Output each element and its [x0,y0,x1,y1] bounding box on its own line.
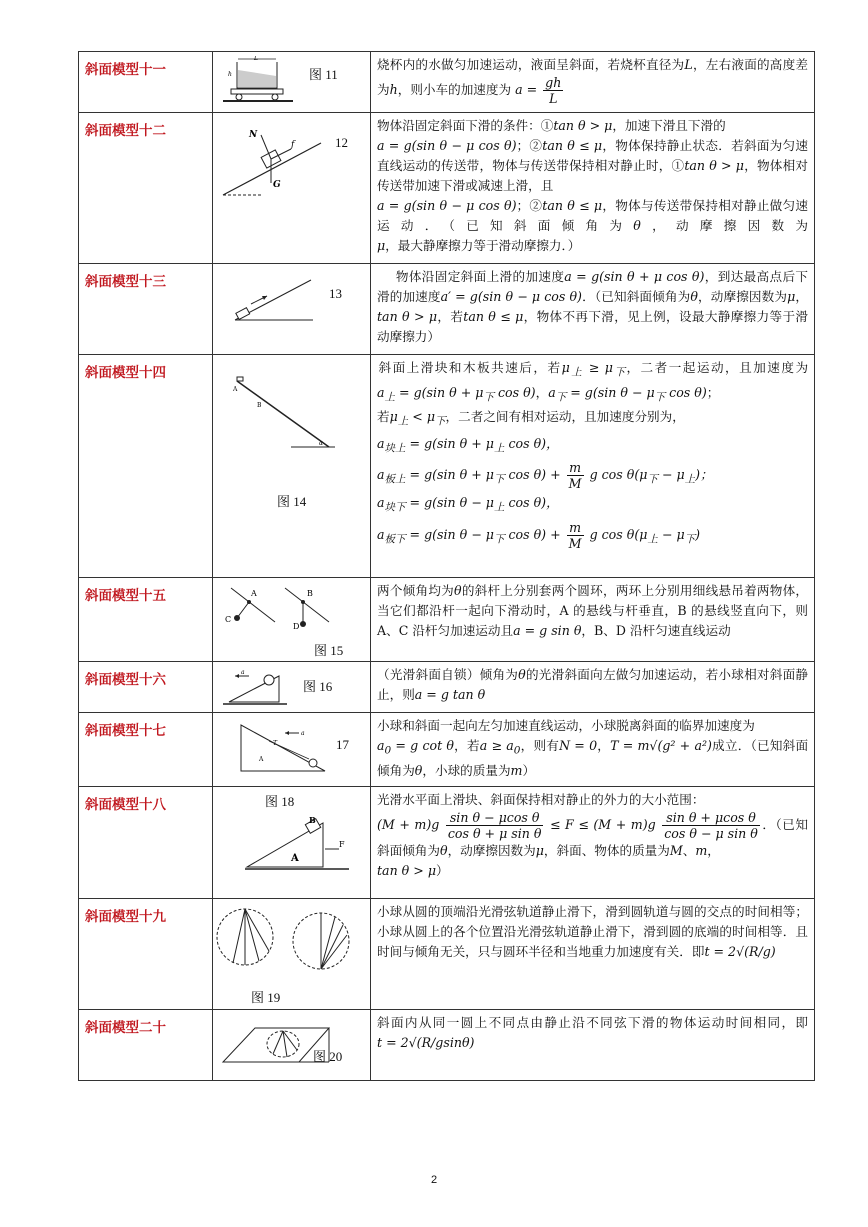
text-part: ，二者之间有相对运动，且加速度分别为， [445,409,685,425]
row-text: 斜面上滑块和木板共速后，若$\mu_上 \ge \mu_下$，二者一起运动，且加速度为$a_上 = g(\sin$ $\theta + \mu_下$ cos θ)，$a_下 = g(\sin$ $\theta - \mu_下$ cos θ)； 若$\mu_上 < \mu_下$，二者之间有相对运动，且加速度分别为， $a_{块上} = g(\sin$ $\theta + \mu_上$ cos θ)， $a_{板上} = g(\sin$ $\theta + \mu_下$ cos θ) + $\frac{m}{M}$ g $\cos \theta(\mu_下 - \mu_上)$； $a_{块下} = g(\sin$ $\theta - \mu_上$ cos θ)， $a_{板下} = g(\sin$ $\theta - \mu_下$ cos θ) + $\frac{m}{M}$ g $\cos \theta(\mu_上 - \mu_下)$ [371,355,815,578]
svg-text:D: D [293,622,300,631]
figure-label: 图 20 [313,1049,343,1064]
row-text: 光滑水平面上滑块、斜面保持相对静止的外力的大小范围： (M + m)g $\frac{\text{sin θ − μcos θ}}{\text{cos θ + μ sin θ}}$ ≤ F ≤ (M + m)g $\frac{\text{sin θ + μcos θ}}{\text{cos θ − μ sin θ}}$ ．（已知斜面倾角为θ，动摩擦因数为μ，斜面、物体的质量为M、m， tan θ > μ） [371,787,815,899]
svg-text:A: A [291,853,299,864]
text-part: ，左右液面的高度差为 [377,57,809,97]
text-part: 成立．（已知斜面倾角为 [377,738,809,778]
table-row [79,899,815,1010]
table-row [79,713,815,787]
figure-cell [213,52,371,113]
svg-text:f: f [291,140,295,150]
text-part: ，若 [437,309,464,324]
text-part: ，到达最高点后下滑的加速度 [377,269,808,304]
row-title: 斜面模型十二 [79,113,213,264]
text-part: 斜面上滑块和木板共速后，若 [377,360,562,375]
figure-label: 13 [329,286,342,301]
text-part: ，加速下滑且下滑的 [612,118,726,133]
text-part: ，则有 [520,738,560,753]
figure-cell [213,662,371,713]
text-part: ，物体相对传送带加速下滑或减速上滑，且 [377,158,809,193]
svg-text:a: a [301,730,305,737]
figure-cell [213,264,371,355]
table-row [79,578,815,662]
figure-label: 图 18 [265,794,295,809]
block-board-figure [231,375,336,455]
row-text: 物体沿固定斜面下滑的条件：①tan θ > μ，加速下滑且下滑的 a = g(sin θ − μ cos θ)；②tan θ ≤ μ，物体保持静止状态．若斜面为匀速直线运动的传送带，物体与传送带保持相对静止时，①tan θ > μ，物体相对传送带加速下滑或减速上滑，且 a = g(sin θ − μ cos θ)；②tan θ ≤ μ，物体与传送带保持相对静止做匀速运动．（已知斜面倾角为θ，动摩擦因数为μ，最大静摩擦力等于滑动摩擦力．） [371,113,815,264]
svg-text:h: h [228,71,232,78]
row-text: 小球从圆的顶端沿光滑弦轨道静止滑下，滑到圆轨道与圆的交点的时间相等；小球从圆上的各个位置沿光滑弦轨道静止滑下，滑到圆的底端的时间相等．且时间与倾角无关，只与圆环半径和当地重力加速度有关．即t = 2√(R/g) [371,899,815,1010]
text-part: 物体沿固定斜面上滑的加速度 [395,269,565,284]
svg-text:α: α [319,440,324,447]
row-title: 斜面模型十九 [79,899,213,1010]
text-part: 烧杯内的水做匀加速运动，液面呈斜面，若烧杯直径为 [377,57,685,72]
text-part: ，二者一起运动，且加速度为 [626,360,809,375]
row-title: 斜面模型十七 [79,713,213,787]
figure-label: 12 [335,135,348,150]
row-title: 斜面模型十三 [79,264,213,355]
text-part: ，物体不再下滑，见上例，设最大静摩擦力等于滑动摩擦力） [377,309,808,344]
row-title: 斜面模型二十 [79,1010,213,1081]
figure-label: 图 11 [309,67,338,82]
svg-text:L: L [254,56,258,62]
table-row [79,787,815,899]
model-table [78,51,815,1081]
text-part: ．（已知斜面倾角为 [581,289,691,304]
text-part: ，最大静摩擦力等于滑动摩擦力．） [385,238,581,253]
text-part: ，动摩擦因数为 [697,289,788,304]
figure-cell [213,355,371,578]
figure-cell [213,713,371,787]
text-part: 物体沿固定斜面下滑的条件：① [377,118,554,133]
text-part: ．（已知斜面倾角为 [377,817,808,858]
text-part: 小球和斜面一起向左匀加速直线运动，小球脱离斜面的临界加速度为 [377,718,755,733]
figure-label: 图 19 [251,990,281,1005]
svg-text:T: T [273,740,278,747]
figure-cell [213,899,371,1010]
text-part: 的光滑斜面向左做匀加速运动，若小球相对斜面静止，则 [377,667,809,702]
circle-chords-figure [215,903,365,973]
wedge-force-figure [243,809,353,875]
table-row [79,113,815,264]
row-text: （光滑斜面自锁）倾角为θ的光滑斜面向左做匀加速运动，若小球相对斜面静止，则a = g tan θ [371,662,815,713]
incline-upslide-figure [223,276,323,326]
row-title: 斜面模型十六 [79,662,213,713]
text-part: 的斜杆上分别套两个圆环，两环上分别用细线悬吊着两物体，当它们都沿杆一起向下滑动时，A 的悬线与杆垂直，B 的悬线竖直向下，则 A、C 沿杆匀加速运动且 [377,583,809,638]
figure-cell [213,1010,371,1081]
svg-text:N: N [249,130,258,140]
page-number: 2 [430,1174,438,1186]
incline-forces-figure [221,123,331,203]
row-text: 烧杯内的水做匀加速运动，液面呈斜面，若烧杯直径为L，左右液面的高度差为h，则小车的加速度为 a = $\frac{gh}{L}$ [371,52,815,113]
text-part: ；② [516,198,543,213]
figure-cell [213,787,371,899]
row-title: 斜面模型十八 [79,787,213,899]
figure-cell [213,578,371,662]
svg-text:a: a [241,669,245,676]
text-part: ；② [516,138,543,153]
table-row [79,662,815,713]
text-part: 斜面内从同一圆上不同点由静止沿不同弦下滑的物体运动时间相同，即 [377,1015,808,1030]
figure-label: 图 15 [314,643,344,658]
figure-label: 图 14 [277,494,307,509]
figure-cell [213,113,371,264]
figure-label: 17 [336,737,349,752]
beaker-cart-figure [221,56,296,110]
text-part: 两个倾角均为 [377,583,454,598]
svg-text:B: B [309,815,316,825]
svg-text:G: G [273,180,281,190]
figure-label: 图 16 [303,679,333,694]
text-part: ，物体保持静止状态．若斜面为匀速直线运动的传送带，物体与传送带保持相对静止时，① [377,138,809,173]
svg-text:A: A [251,589,257,598]
text-part: 光滑水平面上滑块、斜面保持相对静止的外力的大小范围： [377,792,705,807]
text-part: ，若 [453,738,480,753]
text-part: （光滑斜面自锁）倾角为 [377,667,519,682]
table-row [79,355,815,578]
row-text: 物体沿固定斜面上滑的加速度a = g(sin θ + μ cos θ)，到达最高点后下滑的加速度a′ = g(sin θ − μ cos θ)．（已知斜面倾角为θ，动摩擦因数为μ，tan θ > μ，若tan θ ≤ μ，物体不再下滑，见上例，设最大静摩擦力等于滑动摩擦力） [371,264,815,355]
svg-text:B: B [257,402,262,409]
text-part: 若 [377,409,390,425]
table-row [79,1010,815,1081]
text-part: ，B、D 沿杆匀速直线运动 [581,623,731,638]
text-part: ，小球的质量为 [422,762,511,778]
text-part: ，动摩擦因数为 [640,218,808,233]
row-title: 斜面模型十四 [79,355,213,578]
text-part: ，物体与传送带保持相对静止做匀速运动．（已知斜面倾角为 [377,198,809,233]
row-text: 斜面内从同一圆上不同点由静止沿不同弦下滑的物体运动时间相同，即t = 2√(R/gsinθ) [371,1010,815,1081]
svg-text:B: B [307,589,313,598]
row-title: 斜面模型十五 [79,578,213,662]
svg-text:C: C [225,615,232,624]
text-part: ，则小车的加速度为 [397,82,512,97]
row-title: 斜面模型十一 [79,52,213,113]
text-part: ，斜面、物体的质量为 [543,843,670,858]
svg-text:A: A [233,386,238,393]
table-row [79,264,815,355]
svg-text:A: A [259,756,264,763]
ball-wedge-figure [239,721,329,779]
text-part: 小球从圆的顶端沿光滑弦轨道静止滑下，滑到圆轨道与圆的交点的时间相等；小球从圆上的各个位置沿光滑弦轨道静止滑下，滑到圆的底端的时间相等．且时间与倾角无关，只与圆环半径和当地重力加速度有关．即 [377,904,808,959]
ball-incline-figure [221,666,291,708]
row-text: 两个倾角均为θ的斜杆上分别套两个圆环，两环上分别用细线悬吊着两物体，当它们都沿杆一起向下滑动时，A 的悬线与杆垂直，B 的悬线竖直向下，则 A、C 沿杆匀加速运动且a = g sin θ，B、D 沿杆匀速直线运动 [371,578,815,662]
rods-rings-figure [223,584,343,639]
text-part: ，动摩擦因数为 [447,843,536,858]
row-text: 小球和斜面一起向左匀加速直线运动，小球脱离斜面的临界加速度为 $a_0 = g$ cot θ，若$a \ge a_0$，则有N = 0，T = m√(g² + a²)成立．（已知斜面倾角为θ，小球的质量为m） [371,713,815,787]
svg-text:F: F [339,840,345,849]
table-row [79,52,815,113]
